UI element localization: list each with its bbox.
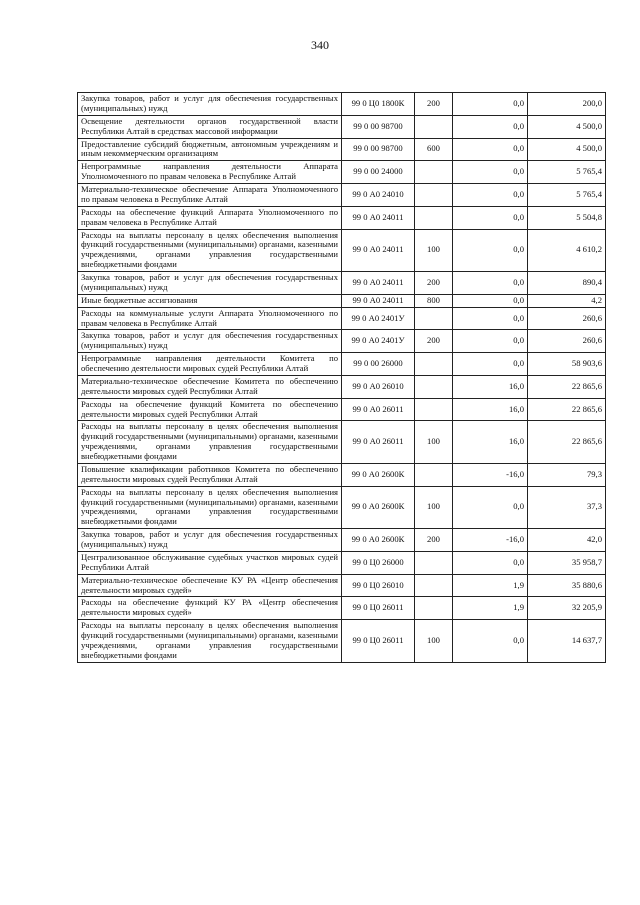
table-row (78, 620, 606, 663)
table-row (78, 272, 606, 295)
expense-type-cell: 100 (415, 486, 453, 529)
expense-name-cell: Закупка товаров, работ и услуг для обеспечения государственных (муниципальных) нужд (78, 272, 342, 295)
expense-name-cell: Расходы на обеспечение функций Комитета по обеспечению деятельности мировых судей Республики Алтай (78, 398, 342, 421)
change-amount-cell: 0,0 (453, 294, 528, 307)
expense-type-cell (415, 115, 453, 138)
table-row (78, 597, 606, 620)
expense-name-cell: Материально-техническое обеспечение Аппарата Уполномоченного по правам человека в Республике Алтай (78, 184, 342, 207)
expense-type-cell (415, 551, 453, 574)
expense-name-cell: Материально-техническое обеспечение КУ РА «Центр обеспечения деятельности мировых судей» (78, 574, 342, 597)
expense-type-cell (415, 597, 453, 620)
table-row (78, 229, 606, 272)
expense-type-cell (415, 353, 453, 376)
total-amount-cell: 79,3 (528, 463, 606, 486)
target-code-cell: 99 0 А0 26010 (342, 375, 415, 398)
total-amount-cell: 260,6 (528, 330, 606, 353)
table-row (78, 206, 606, 229)
change-amount-cell: 0,0 (453, 115, 528, 138)
total-amount-cell: 260,6 (528, 307, 606, 330)
expense-name-cell: Закупка товаров, работ и услуг для обеспечения государственных (муниципальных) нужд (78, 330, 342, 353)
change-amount-cell: -16,0 (453, 529, 528, 552)
total-amount-cell: 14 637,7 (528, 620, 606, 663)
table-row (78, 184, 606, 207)
table-row (78, 353, 606, 376)
change-amount-cell: 1,9 (453, 597, 528, 620)
expense-type-cell (415, 463, 453, 486)
total-amount-cell: 4 610,2 (528, 229, 606, 272)
target-code-cell: 99 0 А0 2600К (342, 486, 415, 529)
change-amount-cell: 0,0 (453, 184, 528, 207)
total-amount-cell: 35 958,7 (528, 551, 606, 574)
target-code-cell: 99 0 Ц0 1800К (342, 93, 415, 116)
budget-table (77, 92, 606, 663)
table-row (78, 93, 606, 116)
total-amount-cell: 58 903,6 (528, 353, 606, 376)
expense-type-cell (415, 206, 453, 229)
change-amount-cell: -16,0 (453, 463, 528, 486)
table-row (78, 551, 606, 574)
table-row (78, 294, 606, 307)
change-amount-cell: 0,0 (453, 486, 528, 529)
total-amount-cell: 4 500,0 (528, 115, 606, 138)
expense-type-cell: 800 (415, 294, 453, 307)
expense-type-cell: 200 (415, 272, 453, 295)
expense-name-cell: Расходы на обеспечение функций КУ РА «Центр обеспечения деятельности мировых судей» (78, 597, 342, 620)
table-row (78, 161, 606, 184)
expense-type-cell: 100 (415, 421, 453, 464)
expense-name-cell: Централизованное обслуживание судебных участков мировых судей Республики Алтай (78, 551, 342, 574)
target-code-cell: 99 0 А0 24011 (342, 229, 415, 272)
change-amount-cell: 0,0 (453, 161, 528, 184)
expense-name-cell: Расходы на коммунальные услуги Аппарата Уполномоченного по правам человека в Республике Алтай (78, 307, 342, 330)
expense-type-cell (415, 307, 453, 330)
target-code-cell: 99 0 А0 26011 (342, 398, 415, 421)
change-amount-cell: 0,0 (453, 551, 528, 574)
expense-name-cell: Закупка товаров, работ и услуг для обеспечения государственных (муниципальных) нужд (78, 529, 342, 552)
total-amount-cell: 5 765,4 (528, 161, 606, 184)
change-amount-cell: 0,0 (453, 272, 528, 295)
total-amount-cell: 32 205,9 (528, 597, 606, 620)
change-amount-cell: 16,0 (453, 421, 528, 464)
page-number: 340 (311, 38, 329, 52)
target-code-cell: 99 0 А0 24011 (342, 206, 415, 229)
total-amount-cell: 5 504,8 (528, 206, 606, 229)
total-amount-cell: 22 865,6 (528, 398, 606, 421)
change-amount-cell: 0,0 (453, 229, 528, 272)
expense-type-cell: 200 (415, 330, 453, 353)
expense-type-cell: 600 (415, 138, 453, 161)
change-amount-cell: 0,0 (453, 620, 528, 663)
total-amount-cell: 890,4 (528, 272, 606, 295)
table-row (78, 375, 606, 398)
target-code-cell: 99 0 Ц0 26000 (342, 551, 415, 574)
change-amount-cell: 0,0 (453, 206, 528, 229)
change-amount-cell: 16,0 (453, 398, 528, 421)
expense-type-cell (415, 574, 453, 597)
table-row (78, 330, 606, 353)
expense-name-cell: Расходы на выплаты персоналу в целях обеспечения выполнения функций государственными (муниципальными) органами, казенными учреждениями, органами управления государственными внебюджетными фондами (78, 421, 342, 464)
expense-type-cell (415, 161, 453, 184)
expense-name-cell: Непрограммные направления деятельности Аппарата Уполномоченного по правам человека в Республике Алтай (78, 161, 342, 184)
expense-type-cell: 100 (415, 620, 453, 663)
change-amount-cell: 0,0 (453, 93, 528, 116)
total-amount-cell: 22 865,6 (528, 421, 606, 464)
expense-type-cell: 200 (415, 93, 453, 116)
target-code-cell: 99 0 А0 24011 (342, 294, 415, 307)
expense-name-cell: Расходы на обеспечение функций Аппарата Уполномоченного по правам человека в Республике Алтай (78, 206, 342, 229)
expense-name-cell: Предоставление субсидий бюджетным, автономным учреждениям и иным некоммерческим организациям (78, 138, 342, 161)
change-amount-cell: 16,0 (453, 375, 528, 398)
total-amount-cell: 4 500,0 (528, 138, 606, 161)
target-code-cell: 99 0 А0 24011 (342, 272, 415, 295)
table-row (78, 398, 606, 421)
expense-name-cell: Расходы на выплаты персоналу в целях обеспечения выполнения функций государственными (муниципальными) органами, казенными учреждениями, органами управления государственными внебюджетными фондами (78, 486, 342, 529)
total-amount-cell: 5 765,4 (528, 184, 606, 207)
expense-type-cell (415, 184, 453, 207)
expense-name-cell: Расходы на выплаты персоналу в целях обеспечения выполнения функций государственными (муниципальными) органами, казенными учреждениями, органами управления государственными внебюджетными фондами (78, 229, 342, 272)
target-code-cell: 99 0 Ц0 26011 (342, 620, 415, 663)
change-amount-cell: 0,0 (453, 307, 528, 330)
table-row (78, 138, 606, 161)
expense-name-cell: Повышение квалификации работников Комитета по обеспечению деятельности мировых судей Республики Алтай (78, 463, 342, 486)
target-code-cell: 99 0 А0 2401У (342, 307, 415, 330)
target-code-cell: 99 0 А0 2401У (342, 330, 415, 353)
total-amount-cell: 42,0 (528, 529, 606, 552)
change-amount-cell: 0,0 (453, 138, 528, 161)
table-row (78, 115, 606, 138)
target-code-cell: 99 0 00 98700 (342, 115, 415, 138)
target-code-cell: 99 0 00 24000 (342, 161, 415, 184)
expense-type-cell (415, 375, 453, 398)
total-amount-cell: 200,0 (528, 93, 606, 116)
expense-type-cell (415, 398, 453, 421)
change-amount-cell: 0,0 (453, 330, 528, 353)
change-amount-cell: 1,9 (453, 574, 528, 597)
total-amount-cell: 22 865,6 (528, 375, 606, 398)
target-code-cell: 99 0 А0 26011 (342, 421, 415, 464)
target-code-cell: 99 0 А0 2600К (342, 463, 415, 486)
target-code-cell: 99 0 Ц0 26011 (342, 597, 415, 620)
budget-table-body (78, 93, 606, 663)
target-code-cell: 99 0 00 26000 (342, 353, 415, 376)
expense-name-cell: Иные бюджетные ассигнования (78, 294, 342, 307)
table-row (78, 486, 606, 529)
target-code-cell: 99 0 Ц0 26010 (342, 574, 415, 597)
table-row (78, 307, 606, 330)
expense-name-cell: Освещение деятельности органов государственной власти Республики Алтай в средствах массовой информации (78, 115, 342, 138)
expense-type-cell: 200 (415, 529, 453, 552)
total-amount-cell: 4,2 (528, 294, 606, 307)
total-amount-cell: 35 880,6 (528, 574, 606, 597)
target-code-cell: 99 0 А0 24010 (342, 184, 415, 207)
table-row (78, 574, 606, 597)
expense-name-cell: Непрограммные направления деятельности Комитета по обеспечению деятельности мировых судей Республики Алтай (78, 353, 342, 376)
target-code-cell: 99 0 А0 2600К (342, 529, 415, 552)
target-code-cell: 99 0 00 98700 (342, 138, 415, 161)
table-row (78, 529, 606, 552)
total-amount-cell: 37,3 (528, 486, 606, 529)
expense-name-cell: Расходы на выплаты персоналу в целях обеспечения выполнения функций государственными (муниципальными) органами, казенными учреждениями, органами управления государственными внебюджетными фондами (78, 620, 342, 663)
table-row (78, 421, 606, 464)
table-row (78, 463, 606, 486)
expense-name-cell: Закупка товаров, работ и услуг для обеспечения государственных (муниципальных) нужд (78, 93, 342, 116)
expense-name-cell: Материально-техническое обеспечение Комитета по обеспечению деятельности мировых судей Республики Алтай (78, 375, 342, 398)
change-amount-cell: 0,0 (453, 353, 528, 376)
expense-type-cell: 100 (415, 229, 453, 272)
